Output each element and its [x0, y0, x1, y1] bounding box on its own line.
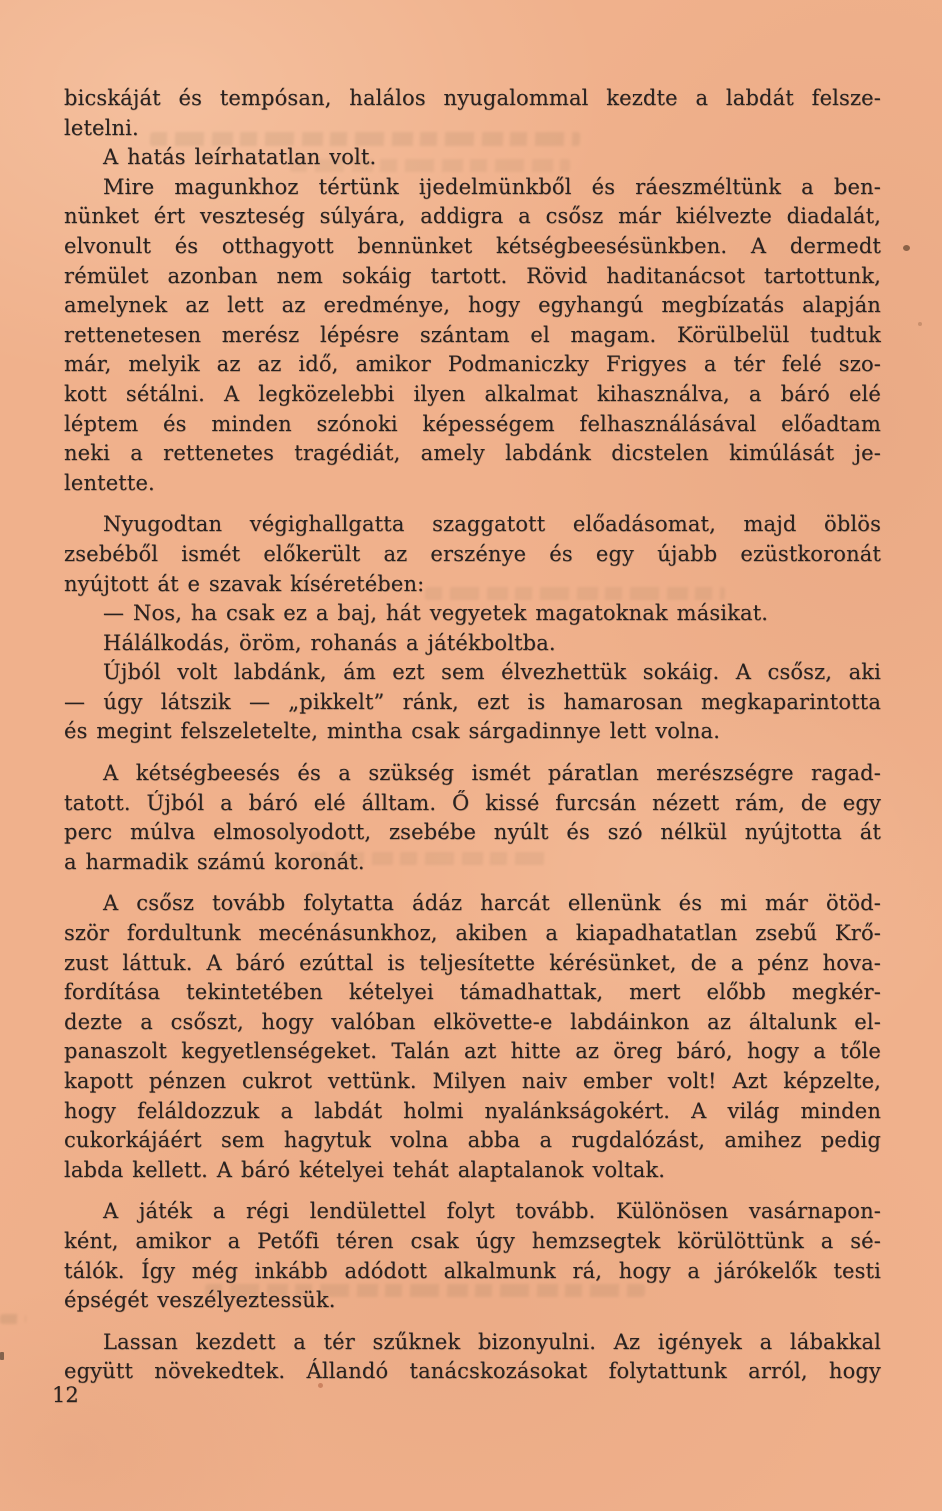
text-line: labda kellett. A báró kételyei tehát alaptalanok voltak. — [64, 1157, 666, 1182]
paper-stain — [903, 245, 910, 251]
paragraph — [64, 629, 881, 659]
text-line: A játék a régi lendülettel folyt tovább. Különösen vasárnapon- — [103, 1199, 881, 1224]
text-line: letelni. — [64, 115, 139, 140]
text-line: kapott pénzen cukrot vettünk. Milyen naiv ember volt! Azt képzelte, — [64, 1069, 881, 1093]
text-line: már, melyik az az idő, amikor Podmaniczky Frigyes a tér felé szo- — [64, 352, 881, 377]
text-line: panaszolt kegyetlenségeket. Talán azt hitte az öreg báró, hogy a tőle — [64, 1039, 881, 1064]
text-line: bicskáját és tempósan, halálos nyugalommal kezdte a labdát felsze- — [64, 86, 881, 110]
paragraph — [64, 510, 881, 599]
page-number: 12 — [52, 1383, 79, 1407]
text-line: Lassan kezdett a tér szűknek bizonyulni. Az igények a lábakkal — [103, 1329, 881, 1354]
text-line: a harmadik számú koronát. — [64, 849, 365, 874]
text-line: lentette. — [64, 470, 155, 495]
text-line: A kétségbeesés és a szükség ismét páratlan merészségre ragad- — [103, 761, 881, 786]
text-line: dezte a csőszt, hogy valóban elkövette-e labdáinkon az általunk el- — [64, 1009, 881, 1034]
paragraph — [64, 889, 881, 1185]
text-line: neki a rettenetes tragédiát, amely labdánk dicstelen kimúlását je- — [64, 441, 881, 466]
text-line: Nyugodtan végighallgatta szaggatott előadásomat, majd öblös — [103, 512, 881, 537]
paragraph — [64, 1328, 881, 1387]
text-line: rettenetesen merész lépésre szántam el magam. Körülbelül tudtuk — [64, 322, 881, 347]
paragraph — [64, 84, 881, 143]
paragraph — [64, 658, 881, 747]
text-line: hogy feláldozzuk a labdát holmi nyalánkságokért. A világ minden — [64, 1098, 881, 1123]
paper-stain — [918, 322, 922, 326]
paragraph — [64, 1197, 881, 1315]
text-line: zsebéből ismét előkerült az erszénye és egy újabb ezüstkoronát — [64, 541, 881, 566]
text-line: kott sétálni. A legközelebbi ilyen alkalmat kihasználva, a báró elé — [64, 381, 881, 406]
text-line: — Nos, ha csak ez a baj, hát vegyetek magatoknak másikat. — [103, 601, 769, 626]
text-line: és megint felszeletelte, mintha csak sárgadinnye lett volna. — [64, 719, 721, 744]
text-line: perc múlva elmosolyodott, zsebébe nyúlt és szó nélkül nyújtotta át — [64, 820, 881, 845]
show-through-smudge — [0, 1314, 26, 1324]
text-line: cukorkájáért sem hagytuk volna abba a rugdalózást, amihez pedig — [64, 1128, 881, 1153]
text-line: épségét veszélyeztessük. — [64, 1288, 336, 1313]
paragraph — [64, 143, 881, 173]
text-line: tatott. Újból a báró elé álltam. Ő kissé furcsán nézett rám, de egy — [64, 790, 881, 815]
text-line: elvonult és otthagyott bennünket kétségbeesésünkben. A dermedt — [64, 233, 881, 258]
paragraph — [64, 599, 881, 629]
paragraph — [64, 759, 881, 877]
paper-stain — [0, 1352, 4, 1360]
text-line: Mire magunkhoz tértünk ijedelmünkből és ráeszméltünk a ben- — [103, 174, 881, 199]
text-line: Újból volt labdánk, ám ezt sem élvezhettük sokáig. A csősz, aki — [103, 660, 881, 685]
text-line: ként, amikor a Petőfi téren csak úgy hemzsegtek körülöttünk a sé- — [64, 1228, 881, 1253]
text-line: rémület azonban nem sokáig tartott. Rövid haditanácsot tartottunk, — [64, 263, 881, 288]
paragraph — [64, 173, 881, 499]
text-line: nünket ért veszteség súlyára, addigra a csősz már kiélvezte diadalát, — [64, 204, 881, 229]
text-line: fordítása tekintetében kételyei támadhattak, mert előbb megkér- — [64, 980, 881, 1005]
text-line: tálók. Így még inkább adódott alkalmunk rá, hogy a járókelők testi — [64, 1258, 881, 1283]
page-text-column — [64, 84, 881, 1387]
text-line: léptem és minden szónoki képességem felhasználásával előadtam — [64, 411, 881, 436]
text-line: A hatás leírhatatlan volt. — [103, 145, 377, 170]
text-line: — úgy látszik — „pikkelt” ránk, ezt is hamarosan megkaparintotta — [64, 689, 881, 714]
text-line: Hálálkodás, öröm, rohanás a játékboltba. — [103, 630, 556, 655]
text-line: amelynek az lett az eredménye, hogy egyhangú megbízatás alapján — [64, 293, 881, 318]
text-line: A csősz tovább folytatta ádáz harcát ellenünk és mi már ötöd- — [103, 891, 881, 916]
text-line: együtt növekedtek. Állandó tanácskozásokat folytattunk arról, hogy — [64, 1359, 881, 1384]
text-line: ször fordultunk mecénásunkhoz, akiben a kiapadhatatlan zsebű Krő- — [64, 921, 881, 946]
text-line: zust láttuk. A báró ezúttal is teljesítette kérésünket, de a pénz hova- — [64, 950, 881, 975]
text-line: nyújtott át e szavak kíséretében: — [64, 571, 425, 596]
